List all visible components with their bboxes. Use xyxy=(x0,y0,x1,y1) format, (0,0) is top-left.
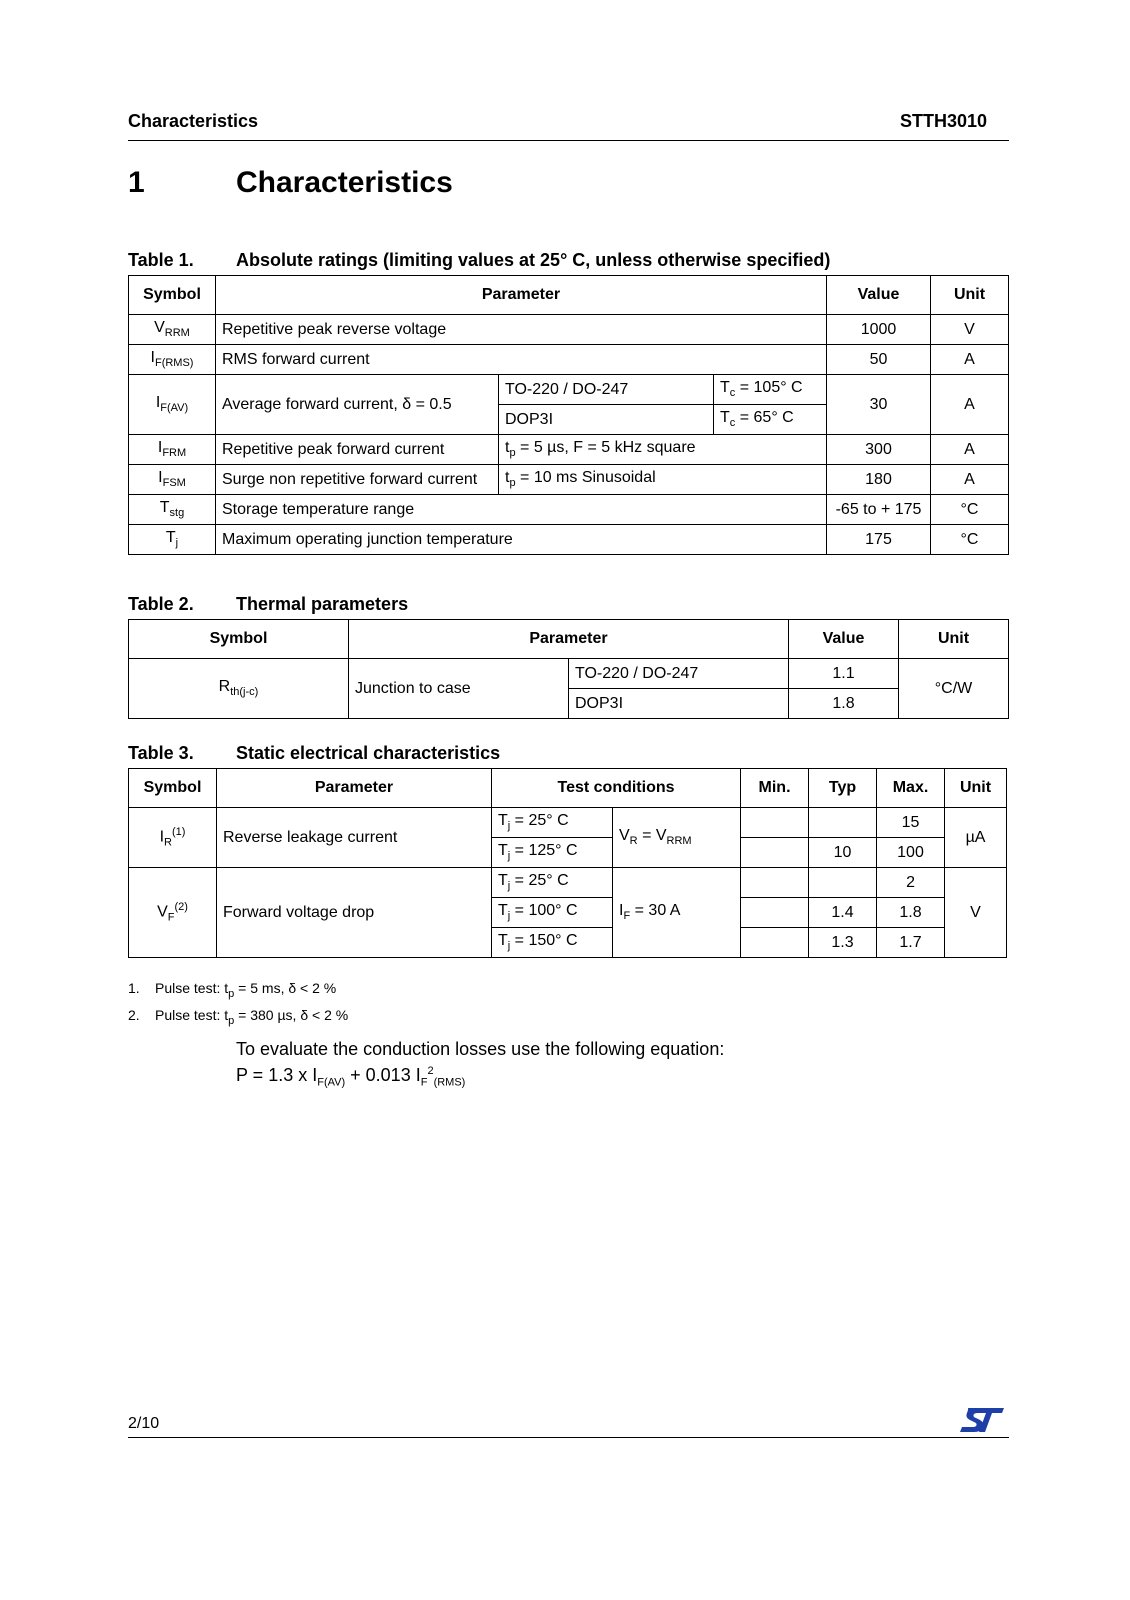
symbol-cell: $I_{F(AV)}$ xyxy=(129,375,216,435)
min-cell xyxy=(741,898,809,928)
condition-cell: $T_c = 65^\circ$ C xyxy=(714,405,827,435)
equation-formula: P = 1.3 x $I_{F(AV)} + 0.013$ $I_F^2_{(RMS)}$ xyxy=(236,1065,466,1089)
value-cell: 180 xyxy=(827,465,931,495)
unit-cell: A xyxy=(931,375,1009,435)
temperature-cell: $T_j = 25^\circ$ C xyxy=(492,868,613,898)
unit-cell: µA xyxy=(945,808,1007,868)
condition-cell: $V_R = V_{RRM}$ xyxy=(613,808,741,868)
unit-cell: A xyxy=(931,345,1009,375)
table3-header-typ: Typ xyxy=(809,769,877,808)
package-cell: DOP3I xyxy=(499,405,714,435)
typ-cell xyxy=(809,868,877,898)
table3-header-test-conditions: Test conditions xyxy=(492,769,741,808)
parameter-cell: Storage temperature range xyxy=(216,495,827,525)
table2-caption xyxy=(128,594,408,615)
unit-cell: °C xyxy=(931,495,1009,525)
parameter-cell: Surge non repetitive forward current xyxy=(216,465,499,495)
footer-rule xyxy=(128,1437,1009,1438)
table-row xyxy=(129,659,1009,689)
footnote-2: 2. Pulse test: $t_p = 380$ µs, δ < 2 % xyxy=(128,1007,349,1027)
min-cell xyxy=(741,808,809,838)
parameter-cell: RMS forward current xyxy=(216,345,827,375)
typ-cell: 10 xyxy=(809,838,877,868)
temperature-cell: $T_j = 100^\circ$ C xyxy=(492,898,613,928)
parameter-cell: Repetitive peak reverse voltage xyxy=(216,315,827,345)
table2-header-symbol: Symbol xyxy=(129,620,349,659)
min-cell xyxy=(741,838,809,868)
symbol-cell: $I_R^{(1)}$ xyxy=(129,808,217,868)
condition-cell: $I_F = 30$ A xyxy=(613,868,741,958)
page-number: 2/10 xyxy=(128,1415,160,1432)
parameter-cell: Junction to case xyxy=(349,659,569,719)
table1-title: Absolute ratings (limiting values at 25° C, unless otherwise specified) xyxy=(236,250,831,270)
table-row xyxy=(129,808,1007,838)
table3-header-min: Min. xyxy=(741,769,809,808)
max-cell: 1.7 xyxy=(877,928,945,958)
symbol-cell: $R_{th(j-c)}$ xyxy=(129,659,349,719)
symbol-cell: $I_{FSM}$ xyxy=(129,465,216,495)
value-cell: 1000 xyxy=(827,315,931,345)
table1-caption xyxy=(128,250,830,271)
value-cell: 300 xyxy=(827,435,931,465)
condition-cell: $t_p = 5$ µs, F = 5 kHz square xyxy=(499,435,827,465)
table3-header-parameter: Parameter xyxy=(217,769,492,808)
table3-header-max: Max. xyxy=(877,769,945,808)
table-row xyxy=(129,525,1009,555)
temperature-cell: $T_j = 150^\circ$ C xyxy=(492,928,613,958)
table-row xyxy=(129,465,1009,495)
table-row xyxy=(129,495,1009,525)
conduction-loss-equation xyxy=(236,1038,724,1094)
temperature-cell: $T_j = 25^\circ$ C xyxy=(492,808,613,838)
symbol-cell: $I_{F(RMS)}$ xyxy=(129,345,216,375)
header-rule xyxy=(128,140,1009,141)
unit-cell: °C/W xyxy=(899,659,1009,719)
table-row xyxy=(129,868,1007,898)
st-logo-graphic xyxy=(958,1406,1006,1434)
table3-header-symbol: Symbol xyxy=(129,769,217,808)
typ-cell: 1.4 xyxy=(809,898,877,928)
typ-cell: 1.3 xyxy=(809,928,877,958)
running-header-title: Characteristics xyxy=(128,111,259,131)
max-cell: 1.8 xyxy=(877,898,945,928)
condition-cell: $t_p = 10$ ms Sinusoidal xyxy=(499,465,827,495)
symbol-cell: $V_F^{(2)}$ xyxy=(129,868,217,958)
value-cell: 1.8 xyxy=(789,689,899,719)
table-row xyxy=(129,375,1009,405)
package-cell: DOP3I xyxy=(569,689,789,719)
value-cell: -65 to + 175 xyxy=(827,495,931,525)
unit-cell: °C xyxy=(931,525,1009,555)
temperature-cell: $T_j = 125^\circ$ C xyxy=(492,838,613,868)
symbol-cell: $V_{RRM}$ xyxy=(129,315,216,345)
symbol-cell: $T_j$ xyxy=(129,525,216,555)
table2-header-parameter: Parameter xyxy=(349,620,789,659)
st-logo-icon xyxy=(958,1406,1006,1439)
condition-cell: $T_c = 105^\circ$ C xyxy=(714,375,827,405)
max-cell: 15 xyxy=(877,808,945,838)
table3-header-unit: Unit xyxy=(945,769,1007,808)
table-row xyxy=(129,345,1009,375)
table2-header-value: Value xyxy=(789,620,899,659)
table1-header-row xyxy=(129,276,1009,315)
package-cell: TO-220 / DO-247 xyxy=(499,375,714,405)
absolute-ratings-table xyxy=(128,275,1009,555)
table3-label: Table 3. xyxy=(128,743,194,763)
max-cell: 100 xyxy=(877,838,945,868)
typ-cell xyxy=(809,808,877,838)
value-cell: 30 xyxy=(827,375,931,435)
table-row xyxy=(129,315,1009,345)
table3-header-row xyxy=(129,769,1007,808)
table1-header-value: Value xyxy=(827,276,931,315)
section-number: 1 xyxy=(128,166,145,199)
value-cell: 1.1 xyxy=(789,659,899,689)
package-cell: TO-220 / DO-247 xyxy=(569,659,789,689)
value-cell: 50 xyxy=(827,345,931,375)
symbol-cell: $T_{stg}$ xyxy=(129,495,216,525)
section-title: Characteristics xyxy=(236,166,453,199)
max-cell: 2 xyxy=(877,868,945,898)
static-electrical-table xyxy=(128,768,1007,958)
unit-cell: V xyxy=(945,868,1007,958)
min-cell xyxy=(741,928,809,958)
table2-header-unit: Unit xyxy=(899,620,1009,659)
table3-footnotes xyxy=(128,980,348,1034)
parameter-cell: Forward voltage drop xyxy=(217,868,492,958)
table-row xyxy=(129,435,1009,465)
unit-cell: V xyxy=(931,315,1009,345)
value-cell: 175 xyxy=(827,525,931,555)
symbol-cell: $I_{FRM}$ xyxy=(129,435,216,465)
table3-title: Static electrical characteristics xyxy=(236,743,501,763)
unit-cell: A xyxy=(931,435,1009,465)
parameter-cell: Reverse leakage current xyxy=(217,808,492,868)
parameter-cell: Maximum operating junction temperature xyxy=(216,525,827,555)
table1-label: Table 1. xyxy=(128,250,194,270)
table1-header-symbol: Symbol xyxy=(129,276,216,315)
parameter-cell: Average forward current, δ = 0.5 xyxy=(216,375,499,435)
footnote-1: 1. Pulse test: $t_p = 5$ ms, δ < 2 % xyxy=(128,980,337,1000)
table2-label: Table 2. xyxy=(128,594,194,614)
thermal-parameters-table xyxy=(128,619,1009,719)
min-cell xyxy=(741,868,809,898)
table2-title: Thermal parameters xyxy=(236,594,409,614)
running-header-part-number: STTH3010 xyxy=(899,111,987,131)
table1-header-parameter: Parameter xyxy=(216,276,827,315)
table1-header-unit: Unit xyxy=(931,276,1009,315)
parameter-cell: Repetitive peak forward current xyxy=(216,435,499,465)
table2-header-row xyxy=(129,620,1009,659)
equation-intro: To evaluate the conduction losses use the following equation: xyxy=(236,1039,725,1059)
table3-caption xyxy=(128,743,500,764)
unit-cell: A xyxy=(931,465,1009,495)
